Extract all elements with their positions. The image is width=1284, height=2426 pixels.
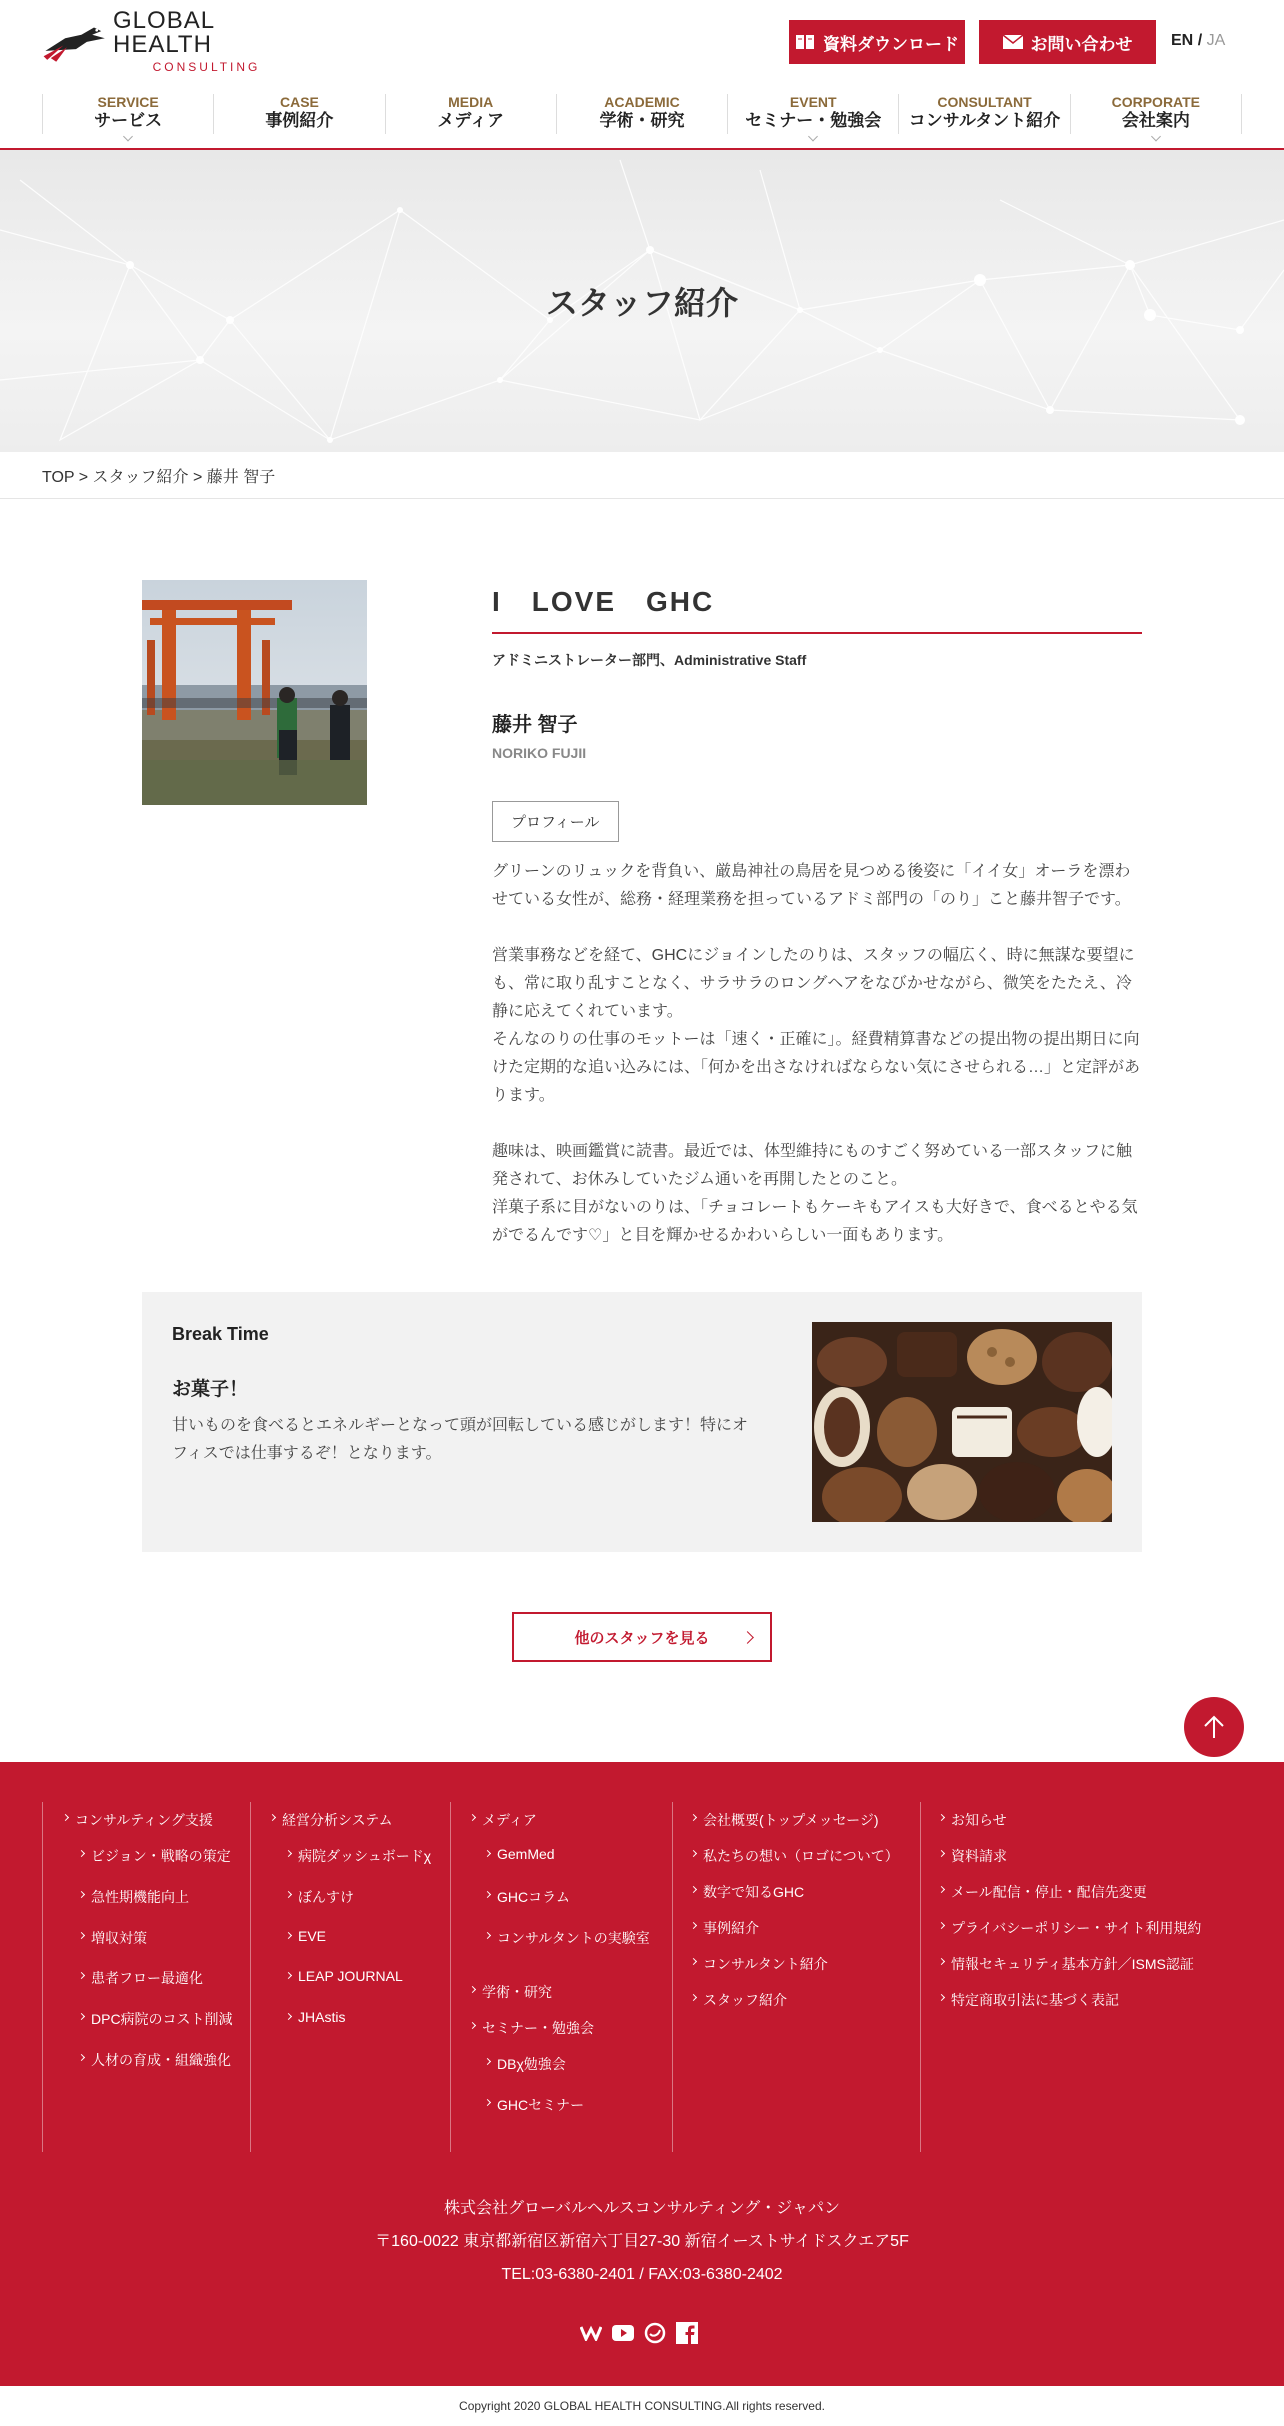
- profile-paragraph: 営業事務などを経て、GHCにジョインしたのりは、スタッフの幅広く、時に無謀な要望にも、常に取り乱すことなく、サラサラのロングヘアをなびかせながら、微笑をたたえ、冷静に応えてくれています。: [492, 947, 1135, 1020]
- download-label: 資料ダウンロード: [823, 34, 959, 54]
- break-time-box: [142, 1292, 1142, 1552]
- footer-link[interactable]: メディア: [482, 1812, 537, 1828]
- nav-en-label: ACADEMIC: [604, 94, 680, 110]
- footer-link[interactable]: GHCコラム: [497, 1889, 570, 1905]
- profile-name: 藤井 智子: [492, 714, 578, 736]
- footer-link[interactable]: プライバシーポリシー・サイト利用規約: [951, 1920, 1202, 1936]
- social-links: [580, 2322, 698, 2344]
- lang-ja-link[interactable]: JA: [1206, 32, 1226, 49]
- chevron-right-icon: [741, 1631, 754, 1644]
- global-nav: [42, 94, 1242, 134]
- break-time-title: お菓子！: [172, 1379, 249, 1400]
- contact-button[interactable]: [979, 20, 1156, 64]
- nav-item-corporate[interactable]: [1070, 94, 1242, 134]
- nav-ja-label: 学術・研究: [599, 111, 685, 130]
- breadcrumb-top-link[interactable]: TOP: [42, 469, 75, 486]
- breadcrumb-separator: >: [188, 469, 207, 486]
- footer-link[interactable]: ビジョン・戦略の策定: [91, 1848, 231, 1864]
- other-staff-button[interactable]: [512, 1612, 772, 1662]
- footer-link[interactable]: 増収対策: [91, 1930, 147, 1946]
- footer-link[interactable]: 私たちの想い（ロゴについて）: [703, 1848, 899, 1864]
- footer-link[interactable]: セミナー・勉強会: [482, 2020, 594, 2036]
- footer-link[interactable]: 学術・研究: [482, 1984, 552, 2000]
- logo-sub-text: CONSULTING: [152, 60, 261, 74]
- nav-item-media[interactable]: [385, 94, 556, 134]
- breadcrumb-current: 藤井 智子: [206, 469, 276, 486]
- other-staff-label: 他のスタッフを見る: [574, 1629, 710, 1647]
- nav-ja-label: セミナー・勉強会: [745, 111, 882, 130]
- nav-item-event[interactable]: [727, 94, 898, 134]
- staff-photo: [142, 580, 367, 805]
- break-time-label: Break Time: [172, 1324, 269, 1344]
- nav-en-label: SERVICE: [97, 94, 159, 110]
- breadcrumb-staff-link[interactable]: スタッフ紹介: [92, 469, 189, 486]
- company-phone: TEL:03-6380-2401 / FAX:03-6380-2402: [501, 2266, 783, 2283]
- footer-link[interactable]: 特定商取引法に基づく表記: [951, 1992, 1119, 2008]
- language-switcher: [1171, 32, 1225, 50]
- footer-link[interactable]: 会社概要(トップメッセージ): [703, 1812, 879, 1828]
- nav-en-label: CORPORATE: [1111, 94, 1201, 110]
- footer-link[interactable]: 情報セキュリティ基本方針／ISMS認証: [951, 1956, 1194, 1972]
- contact-label: お問い合わせ: [1030, 34, 1133, 54]
- lang-separator: /: [1197, 32, 1203, 49]
- footer-link[interactable]: 病院ダッシュボードχ: [298, 1848, 432, 1864]
- footer-link[interactable]: 人材の育成・組織強化: [91, 2052, 231, 2068]
- profile-paragraph: 趣味は、映画鑑賞に読書。最近では、体型維持にものすごく努めている一部スタッフに触発されて、お休みしていたジム通いを再開したとのこと。: [492, 1143, 1133, 1188]
- breadcrumb-divider: [0, 498, 1284, 499]
- footer-column-corporate: [672, 1802, 920, 2152]
- nav-en-label: CASE: [279, 94, 319, 110]
- breadcrumb-separator: >: [74, 469, 93, 486]
- logo-bird-icon: [40, 16, 121, 66]
- footer-column-media: [450, 1802, 672, 2152]
- footer-link[interactable]: 資料請求: [951, 1848, 1007, 1864]
- nav-ja-label: 事例紹介: [265, 111, 334, 130]
- footer-link[interactable]: 数字で知るGHC: [703, 1884, 805, 1900]
- breadcrumb: [42, 464, 275, 487]
- nav-item-service[interactable]: [42, 94, 213, 134]
- nav-en-label: CONSULTANT: [937, 94, 1032, 110]
- bird-icon[interactable]: [644, 2322, 666, 2344]
- company-address: 〒160-0022 東京都新宿区新宿六丁目27-30 新宿イーストサイドスクエア5F: [375, 2233, 909, 2250]
- chevron-down-icon: [123, 132, 133, 142]
- hero-banner: [0, 150, 1284, 452]
- footer-link[interactable]: DPC病院のコスト削減: [91, 2011, 233, 2027]
- profile-paragraph: グリーンのリュックを背負い、厳島神社の鳥居を見つめる後姿に「イイ女」オーラを漂わせている女性が、総務・経理業務を担っているアドミ部門の「のり」こと藤井智子です。: [492, 863, 1131, 908]
- site-header: [0, 0, 1284, 150]
- company-name: 株式会社グローバルヘルスコンサルティング・ジャパン: [443, 2200, 840, 2217]
- wantedly-icon[interactable]: [580, 2322, 602, 2344]
- arrow-up-icon: [1203, 1715, 1225, 1739]
- footer-link[interactable]: GHCセミナー: [497, 2097, 585, 2113]
- profile-name-en: NORIKO FUJII: [492, 745, 587, 761]
- footer-column-info: [920, 1802, 1225, 2152]
- site-logo[interactable]: [40, 7, 300, 74]
- nav-item-consultant[interactable]: [898, 94, 1069, 134]
- footer-link[interactable]: JHAstis: [298, 2009, 346, 2025]
- nav-ja-label: 会社案内: [1121, 111, 1190, 130]
- footer-column-consulting: [42, 1802, 250, 2152]
- footer-link[interactable]: コンサルタントの実験室: [497, 1930, 650, 1946]
- nav-en-label: EVENT: [789, 94, 837, 110]
- page-top-button[interactable]: [1184, 1697, 1244, 1757]
- footer-link[interactable]: LEAP JOURNAL: [298, 1968, 403, 1984]
- nav-ja-label: コンサルタント紹介: [908, 111, 1061, 130]
- footer-column-systems: [250, 1802, 450, 2152]
- footer-link[interactable]: 事例紹介: [703, 1920, 759, 1936]
- facebook-icon[interactable]: [676, 2322, 698, 2344]
- page-title: スタッフ紹介: [545, 285, 738, 321]
- footer-link[interactable]: お知らせ: [951, 1812, 1007, 1828]
- chevron-down-icon: [1151, 132, 1161, 142]
- copyright: Copyright 2020 GLOBAL HEALTH CONSULTING.All rights reserved.: [0, 2386, 1284, 2426]
- footer-link[interactable]: EVE: [298, 1928, 327, 1944]
- nav-en-label: MEDIA: [448, 94, 494, 110]
- footer-link[interactable]: メール配信・停止・配信先変更: [951, 1884, 1147, 1900]
- footer-link[interactable]: 患者フロー最適化: [91, 1970, 203, 1986]
- book-icon: [795, 33, 815, 51]
- lang-en-link[interactable]: EN: [1171, 32, 1194, 49]
- footer-link[interactable]: コンサルティング支援: [75, 1812, 213, 1828]
- company-info: [0, 2192, 1284, 2291]
- nav-item-case[interactable]: [213, 94, 384, 134]
- profile-paragraph: 洋菓子系に目がないのりは、「チョコレートもケーキもアイスも大好きで、食べるとやる気がでるんです♡」と目を輝かせるかわいらしい一面もあります。: [492, 1199, 1138, 1244]
- youtube-icon[interactable]: [612, 2322, 634, 2344]
- profile-department: アドミニストレーター部門、Administrative Staff: [492, 652, 807, 668]
- footer-link[interactable]: 経営分析システム: [282, 1812, 393, 1828]
- profile-tag: プロフィール: [492, 801, 619, 842]
- nav-ja-label: サービス: [94, 111, 163, 130]
- nav-ja-label: メディア: [437, 111, 505, 130]
- nav-item-academic[interactable]: [556, 94, 727, 134]
- site-footer: [0, 1762, 1284, 2426]
- break-time-text: 甘いものを食べるとエネルギーとなって頭が回転している感じがします！特にオフィスでは仕事するぞ！となります。: [172, 1417, 749, 1462]
- mail-icon: [1003, 35, 1023, 49]
- profile-catchphrase: I LOVE GHC: [492, 580, 1142, 634]
- chocolates-photo: [812, 1322, 1112, 1522]
- footer-link[interactable]: コンサルタント紹介: [703, 1956, 828, 1972]
- footer-link[interactable]: スタッフ紹介: [703, 1992, 787, 2008]
- logo-main-text: GLOBAL HEALTH: [113, 7, 215, 58]
- footer-link[interactable]: 急性期機能向上: [91, 1889, 189, 1905]
- profile-content: [492, 580, 1142, 1250]
- footer-link[interactable]: GemMed: [497, 1846, 555, 1862]
- footer-link[interactable]: DBχ勉強会: [497, 2056, 566, 2072]
- download-button[interactable]: [789, 20, 965, 64]
- profile-paragraph: そんなのりの仕事のモットーは「速く・正確に」。経費精算書などの提出物の提出期日に向けた定期的な追い込みには、「何かを出さなければならない気にさせられる…」と定評があります。: [492, 1031, 1141, 1104]
- footer-link[interactable]: ぼんすけ: [298, 1889, 354, 1905]
- chevron-down-icon: [808, 132, 818, 142]
